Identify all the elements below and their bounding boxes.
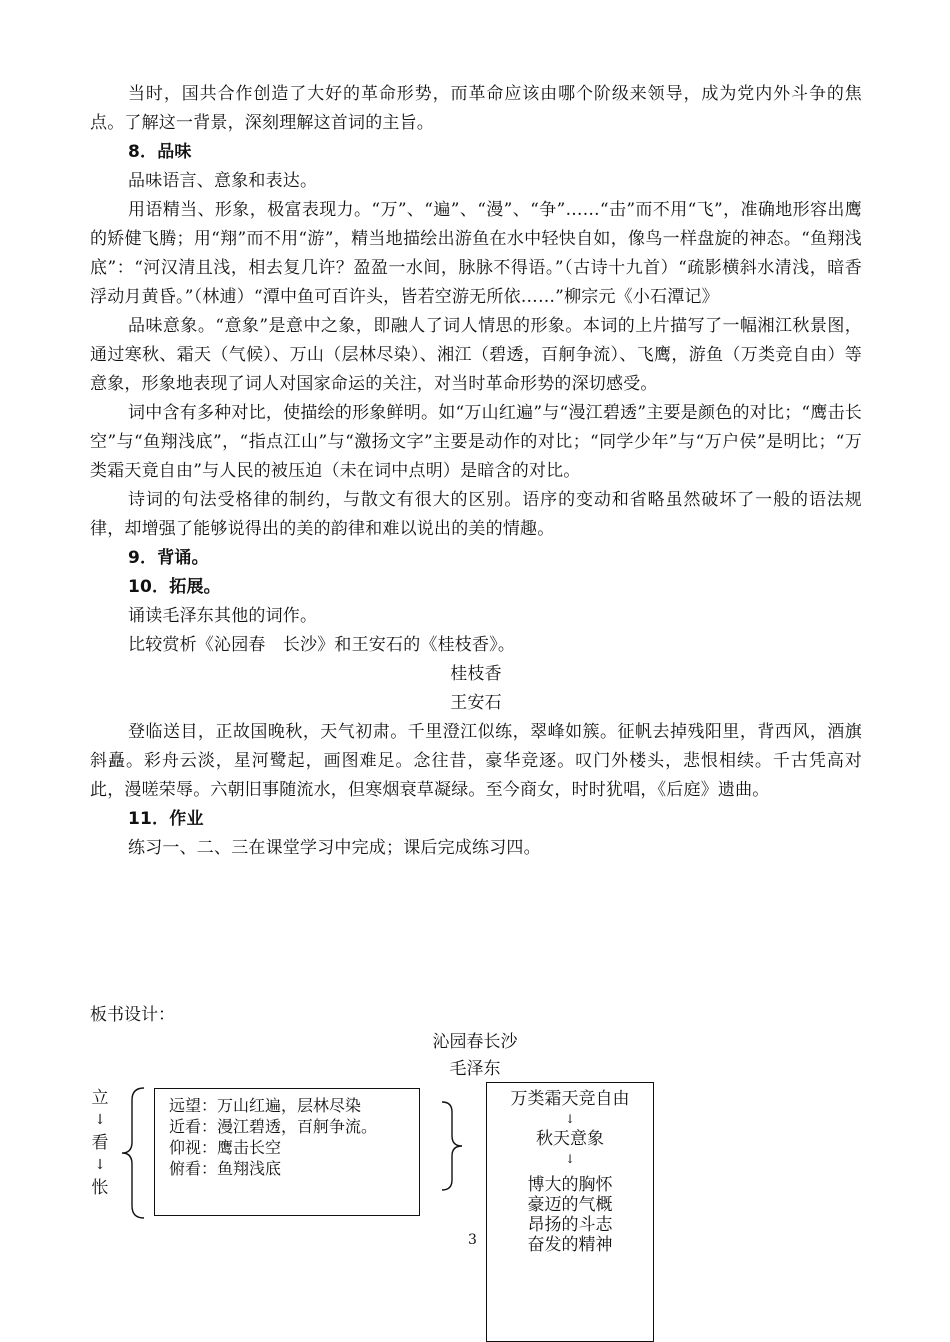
poem-author: 王安石 [450,693,502,713]
theme-middle: 秋天意象 [536,1129,604,1149]
board-side-column [90,1088,110,1198]
board-scene-box [154,1088,420,1216]
theme-top: 万类霜天竞自由 [510,1089,630,1109]
section-heading-11: 11．作业 [128,809,204,829]
board-design-label: 板书设计： [90,1005,175,1025]
theme-will: 昂扬的斗志 [527,1215,613,1235]
paragraph-syntax: 诗词的句法受格律的制约，与散文有很大的区别。语序的变动和省略虽然破坏了一般的语法规律，却增强了能够说得出的美的韵律和难以说出的美的情趣。 [90,490,862,539]
page-number: 3 [468,1232,477,1248]
side-char-lament: 怅 [91,1178,109,1198]
down-arrow-icon: ↓ [564,1112,576,1126]
left-brace-icon [118,1086,148,1220]
down-arrow-icon: ↓ [94,1112,106,1128]
down-arrow-icon: ↓ [564,1152,576,1166]
section-heading-9: 9．背诵。 [128,548,209,568]
lesson-text [90,80,862,863]
paragraph-language: 用语精当、形象，极富表现力。“万”、“遍”、“漫”、“争”……“击”而不用“飞”，准确地形容出鹰的矫健飞腾；用“翔”而不用“游”，精当地描绘出游鱼在水中轻快自如，像鸟一样盘旋的神态。“鱼翔浅底”：“河汉清且浅，相去复几许？盈盈一水间，脉脉不得语。”（古诗十九首）“疏影横斜水清浅，暗香浮动月黄昏。”（林逋）“潭中鱼可百许头，皆若空游无所依……”柳宗元《小石潭记》 [90,200,862,307]
theme-mind: 博大的胸怀 [527,1175,613,1195]
side-char-look: 看 [91,1133,109,1153]
scene-far: 远望：万山红遍，层林尽染 [169,1096,362,1115]
board-title: 沁园春长沙 [432,1032,518,1052]
side-char-stand: 立 [91,1088,109,1108]
section-heading-10: 10．拓展。 [128,577,221,597]
board-author: 毛泽东 [449,1059,501,1079]
theme-spirit: 豪迈的气概 [527,1195,613,1215]
right-brace-icon [440,1100,466,1192]
theme-vigor: 奋发的精神 [527,1235,613,1255]
paragraph-background: 当时，国共合作创造了大好的革命形势，而革命应该由哪个阶级来领导，成为党内外斗争的焦点。了解这一背景，深刻理解这首词的主旨。 [90,84,862,133]
down-arrow-icon: ↓ [94,1157,106,1173]
paragraph-taste-intro: 品味语言、意象和表达。 [128,171,318,191]
poem-title: 桂枝香 [450,664,502,684]
scene-down: 俯看：鱼翔浅底 [169,1159,282,1178]
paragraph-contrast: 词中含有多种对比，使描绘的形象鲜明。如“万山红遍”与“漫江碧透”主要是颜色的对比；“鹰击长空”与“鱼翔浅底”，“指点江山”与“激扬文字”主要是动作的对比；“同学少年”与“万户侯”是明比；“万类霜天竟自由”与人民的被压迫（未在词中点明）是暗含的对比。 [90,403,862,481]
scene-up: 仰视：鹰击长空 [169,1138,282,1157]
board-theme-box [486,1082,654,1342]
section-heading-8: 8．品味 [128,142,192,162]
paragraph-imagery: 品味意象。“意象”是意中之象，即融人了词人情思的形象。本词的上片描写了一幅湘江秋景图，通过寒秋、霜天（气候）、万山（层林尽染）、湘江（碧透，百舸争流）、飞鹰，游鱼（万类竞自由）等意象，形象地表现了词人对国家命运的关注，对当时革命形势的深切感受。 [90,316,862,394]
scene-near: 近看：漫江碧透，百舸争流。 [169,1117,378,1136]
poem-body: 登临送目，正故国晚秋，天气初肃。千里澄江似练，翠峰如簇。征帆去掉残阳里，背西风，酒旗斜矗。彩舟云淡，星河鹭起，画图难足。念往昔，豪华竞逐。叹门外楼头，悲恨相续。千古凭高对此，漫嗟荣辱。六朝旧事随流水，但寒烟衰草凝绿。至今商女，时时犹唱，《后庭》遗曲。 [90,722,862,800]
paragraph-recite: 诵读毛泽东其他的词作。 [128,606,318,626]
paragraph-compare: 比较赏析《沁园春 长沙》和王安石的《桂枝香》。 [128,635,516,655]
paragraph-homework: 练习一、二、三在课堂学习中完成；课后完成练习四。 [128,838,541,858]
